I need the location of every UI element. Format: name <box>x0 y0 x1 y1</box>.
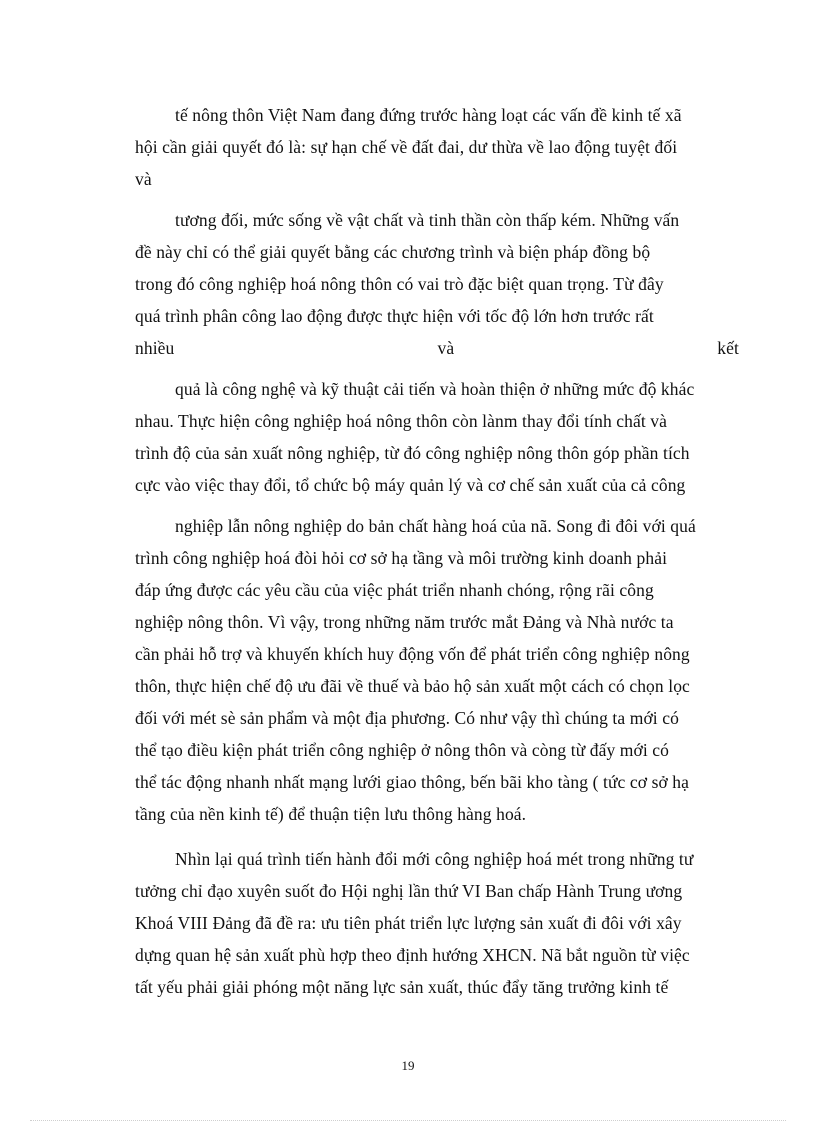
text-line: tương đối, mức sống về vật chất và tinh thần còn thấp kém. Những vấn <box>175 210 680 230</box>
footer-divider <box>30 1120 786 1121</box>
spread-word: kết <box>717 338 739 358</box>
text-line: trình độ của sản xuất nông nghiệp, từ đó công nghiệp nông thôn góp phần tích <box>135 443 690 463</box>
text-line: tưởng chỉ đạo xuyên suốt đo Hội nghị lần thứ VI Ban chấp Hành Trung ương <box>135 881 683 901</box>
text-line: quá trình phân công lao động được thực hiện với tốc độ lớn hơn trước rất <box>135 306 654 326</box>
text-line: trong đó công nghiệp hoá nông thôn có vai trò đặc biệt quan trọng. Từ đây <box>135 274 664 294</box>
spread-word: và <box>437 338 455 358</box>
text-line: trình công nghiệp hoá đòi hỏi cơ sở hạ tầng và môi trường kinh doanh phải <box>135 548 668 568</box>
text-line: đáp ứng được các yêu cầu của việc phát triển nhanh chóng, rộng rãi công <box>135 580 654 600</box>
text-line: Khoá VIII Đảng đã đề ra: ưu tiên phát triển lực lượng sản xuất đi đôi với xây <box>135 913 682 933</box>
text-line: quả là công nghệ và kỹ thuật cải tiến và hoàn thiện ở những mức độ khác <box>175 379 695 399</box>
text-line: Nhìn lại quá trình tiến hành đổi mới công nghiệp hoá mét trong những tư <box>175 849 694 869</box>
text-line: cực vào việc thay đổi, tổ chức bộ máy quản lý và cơ chế sản xuất của cả công <box>135 475 686 495</box>
text-line: hội cần giải quyết đó là: sự hạn chế về đất đai, dư thừa về lao động tuyệt đối <box>135 137 678 157</box>
page-number: 19 <box>401 1058 415 1073</box>
text-line: nghiệp lẫn nông nghiệp do bản chất hàng hoá của nã. Song đi đôi với quá <box>175 516 696 536</box>
text-line: dựng quan hệ sản xuất phù hợp theo định hướng XHCN. Nã bắt nguồn từ việc <box>135 945 690 965</box>
text-line: thể tạo điều kiện phát triển công nghiệp ở nông thôn và còng từ đấy mới có <box>135 740 670 760</box>
spread-text-line <box>135 336 739 360</box>
spread-word: nhiều <box>135 338 175 358</box>
text-line: và <box>135 169 152 189</box>
text-line: tế nông thôn Việt Nam đang đứng trước hàng loạt các vấn đề kinh tế xã <box>175 105 682 125</box>
text-line: thôn, thực hiện chế độ ưu đãi về thuế và bảo hộ sản xuất một cách có chọn lọc <box>135 676 690 696</box>
text-line: đề này chỉ có thể giải quyết bằng các chương trình và biện pháp đồng bộ <box>135 242 651 262</box>
text-line: tầng của nền kinh tế) để thuận tiện lưu thông hàng hoá. <box>135 804 527 824</box>
text-line: cần phải hỗ trợ và khuyến khích huy động vốn để phát triển công nghiệp nông <box>135 644 690 664</box>
text-line: đối với mét sè sản phẩm và một địa phương. Có như vậy thì chúng ta mới có <box>135 708 679 728</box>
text-line: thể tác động nhanh nhất mạng lưới giao thông, bến bãi kho tàng ( tức cơ sở hạ <box>135 772 690 792</box>
text-line: nghiệp nông thôn. Vì vậy, trong những năm trước mắt Đảng và Nhà nước ta <box>135 612 674 632</box>
text-line: tất yếu phải giải phóng một năng lực sản xuất, thúc đẩy tăng trưởng kinh tế <box>135 977 669 997</box>
text-line: nhau. Thực hiện công nghiệp hoá nông thôn còn lànm thay đổi tính chất và <box>135 411 668 431</box>
